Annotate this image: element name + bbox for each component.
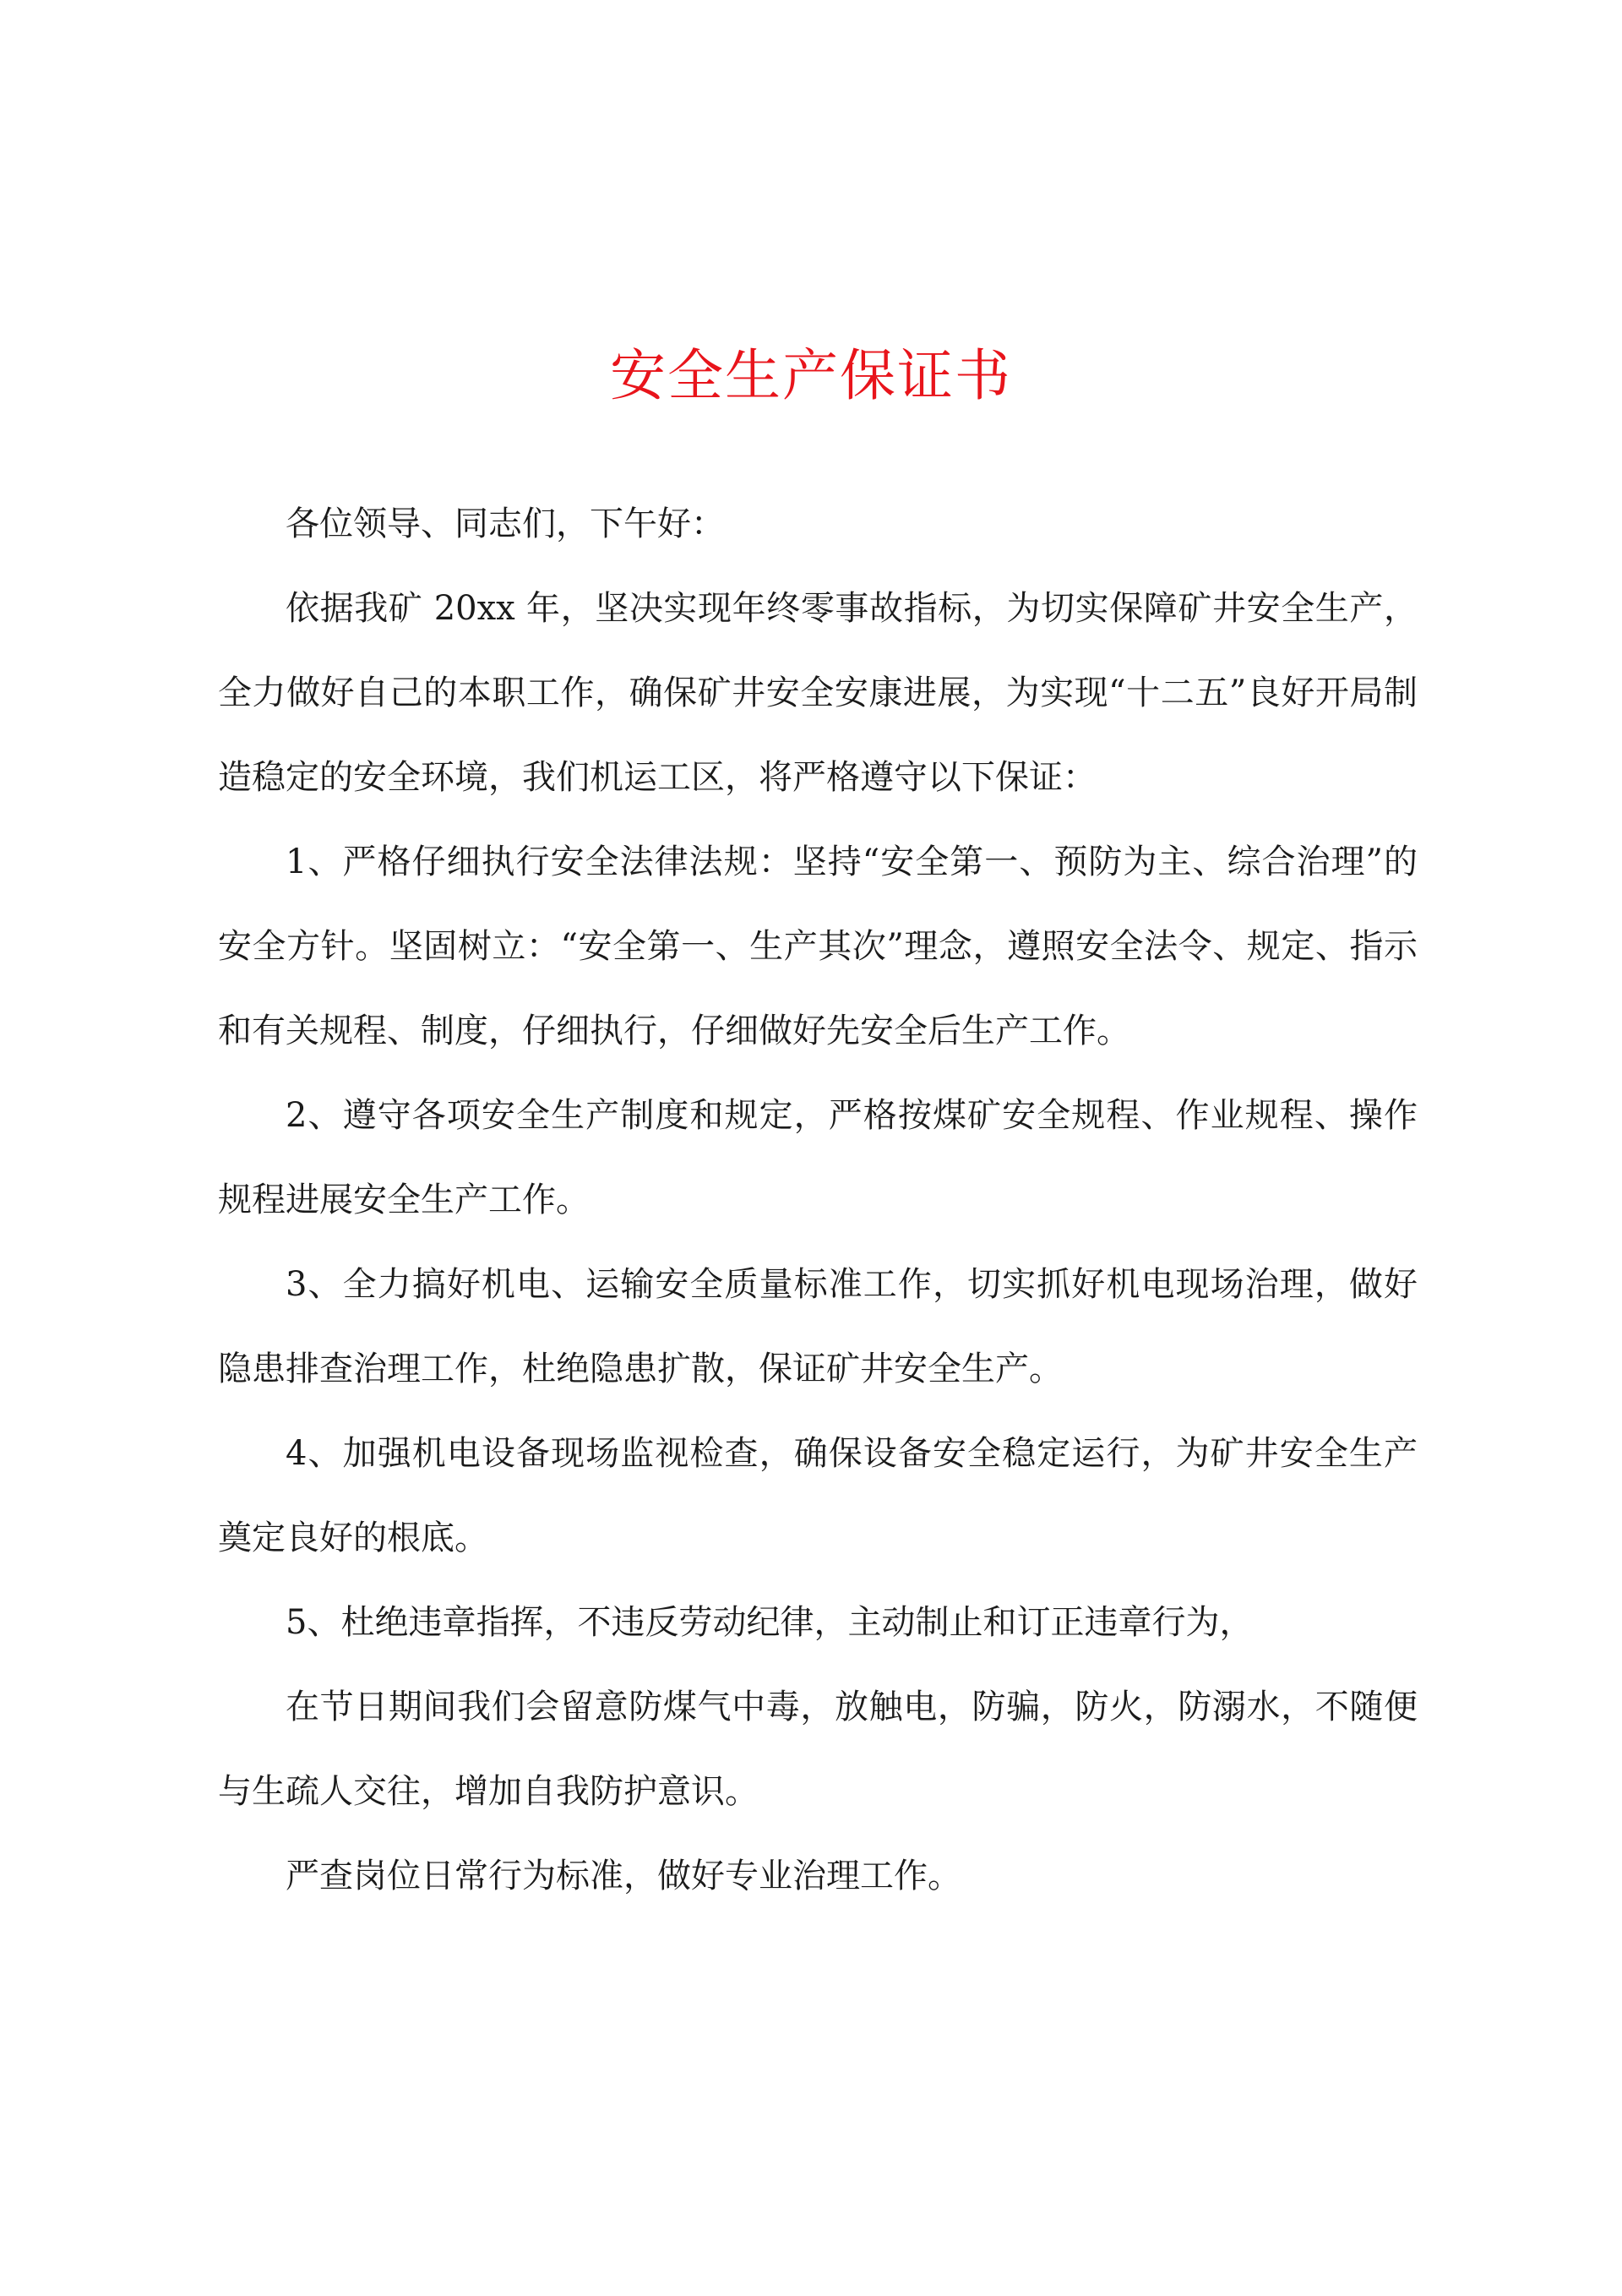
document-body (218, 482, 1418, 1918)
pledge-item-5: 5、杜绝违章指挥，不违反劳动纪律，主动制止和订正违章行为， (286, 1603, 1254, 1642)
greeting-paragraph: 各位领导、同志们，下午好： (286, 504, 725, 543)
pledge-item-4: 4、加强机电设备现场监视检查，确保设备安全稳定运行，为矿井安全生产奠定良好的根底。 (218, 1434, 1418, 1557)
pledge-item-1: 1、严格仔细执行安全法律法规：坚持“安全第一、预防为主、综合治理”的安全方针。坚固树立：“安全第一、生产其次”理念，遵照安全法令、规定、指示和有关规程、制度，仔细执行，仔细做好先安全后生产工作。 (218, 843, 1418, 1050)
closing-paragraph: 严查岗位日常行为标准，做好专业治理工作。 (286, 1857, 961, 1895)
pledge-item-3: 3、全力搞好机电、运输安全质量标准工作，切实抓好机电现场治理，做好隐患排查治理工作，杜绝隐患扩散，保证矿井安全生产。 (218, 1265, 1418, 1388)
document-title: 安全生产保证书 (610, 343, 1012, 408)
holiday-safety-paragraph: 在节日期间我们会留意防煤气中毒，放触电，防骗，防火，防溺水，不随便与生疏人交往，增加自我防护意识。 (218, 1688, 1418, 1811)
intro-paragraph: 依据我矿 20xx 年，坚决实现年终零事故指标，为切实保障矿井安全生产，全力做好自己的本职工作，确保矿井安全安康进展，为实现“十二五”良好开局制造稳定的安全环境，我们机运工区，将严格遵守以下保证： (218, 589, 1418, 797)
pledge-item-2: 2、遵守各项安全生产制度和规定，严格按煤矿安全规程、作业规程、操作规程进展安全生产工作。 (218, 1096, 1418, 1219)
